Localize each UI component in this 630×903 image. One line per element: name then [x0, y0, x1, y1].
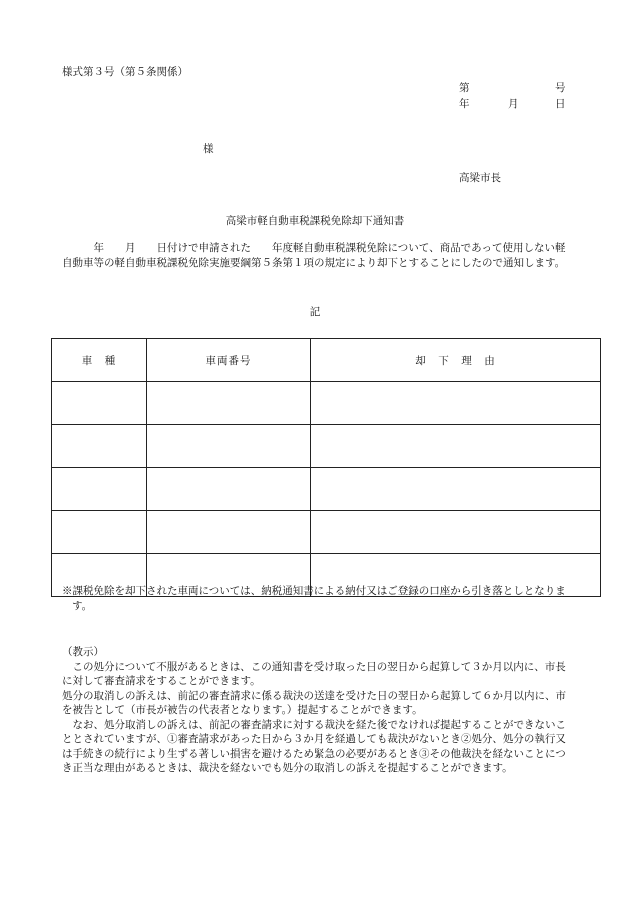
table-cell — [147, 382, 311, 425]
kyoji-paragraph-1: この処分について不服があるときは、この通知書を受け取った日の翌日から起算して３か月以内に、市長に対して審査請求をすることができます。 — [62, 660, 566, 687]
table-cell — [52, 511, 147, 554]
rejection-table — [51, 338, 601, 597]
table-cell — [311, 425, 601, 468]
table-cell — [147, 425, 311, 468]
payment-note: ※課税免除を却下された車両については、納税通知書による納付又はご登録の口座から引き落としとなります。 — [62, 585, 566, 612]
table-row — [52, 511, 601, 554]
kyoji-heading: （教示） — [62, 646, 104, 658]
date-month: 月 — [508, 98, 519, 110]
table-cell — [311, 468, 601, 511]
kyoji-paragraph-3: なお、処分取消しの訴えは、前記の審査請求に対する裁決を経た後でなければ提起することができないこととされていますが、①審査請求があった日から３か月を経過しても裁決がないとき②処分、処分の執行又は手続きの続行により生ずる著しい損害を避けるため緊急の必要があるとき③その他裁決を経ないことにつき正当な理由があるときは、裁決を経ないでも処分の取消しの訴えを提起することができます。 — [62, 718, 566, 774]
header-vehicle-type: 車 種 — [52, 339, 147, 382]
table-row — [52, 425, 601, 468]
addressee-suffix: 様 — [203, 143, 214, 155]
header-rejection-reason: 却 下 理 由 — [311, 339, 601, 382]
table-header-row — [52, 339, 601, 382]
table-row — [52, 468, 601, 511]
table-cell — [311, 382, 601, 425]
kyoji-paragraph-2: 処分の取消しの訴えは、前記の審査請求に係る裁決の送達を受けた日の翌日から起算して６か月以内に、市を被告として（市長が被告の代表者となります。）提起することができます。 — [62, 689, 566, 716]
kyoji-section — [62, 645, 574, 776]
date-day: 日 — [555, 98, 566, 110]
table-cell — [147, 468, 311, 511]
number-prefix: 第 — [459, 82, 470, 94]
table-row — [52, 382, 601, 425]
ki-label: 記 — [309, 306, 321, 318]
table-cell — [147, 511, 311, 554]
table-cell — [52, 425, 147, 468]
header-vehicle-number: 車両番号 — [147, 339, 311, 382]
document-title: 高梁市軽自動車税課税免除却下通知書 — [225, 215, 405, 227]
form-id: 様式第３号（第５条関係） — [62, 66, 188, 78]
table-cell — [52, 382, 147, 425]
table-cell — [311, 511, 601, 554]
issuer: 高梁市長 — [459, 172, 501, 184]
number-suffix: 号 — [555, 82, 566, 94]
date-year: 年 — [459, 98, 470, 110]
table-cell — [52, 468, 147, 511]
body-text: 年 月 日付けで申請された 年度軽自動車税課税免除について、商品であって使用しない軽自動車等の軽自動車税課税免除実施要綱第５条第１項の規定により却下とすることにしたので通知します。 — [62, 242, 566, 269]
